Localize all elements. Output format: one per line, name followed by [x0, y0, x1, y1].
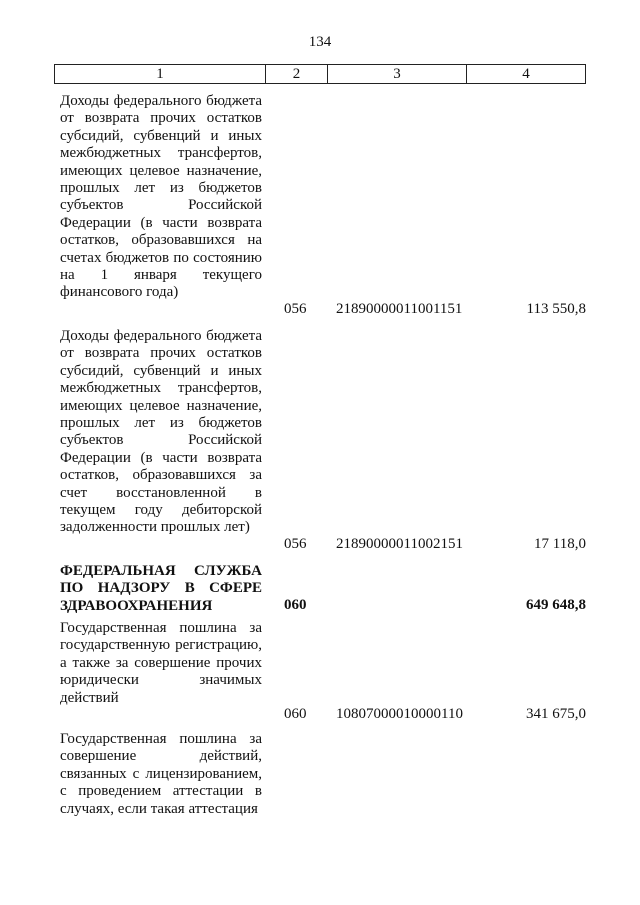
budget-classification-code: 21890000011001151	[336, 301, 463, 317]
amount-value: 113 550,8	[526, 301, 586, 317]
column-header-1: 1	[55, 65, 266, 83]
table-header-row	[54, 64, 586, 84]
admin-code: 060	[284, 597, 307, 613]
amount-value: 17 118,0	[534, 536, 586, 552]
budget-classification-code: 10807000010000110	[336, 706, 463, 722]
amount-value: 649 648,8	[526, 597, 586, 613]
revenue-item-name: Государственная пошлина за государственную регистрацию, а также за совершение прочих юридически значимых действий	[60, 620, 262, 706]
admin-code: 056	[284, 536, 307, 552]
amount-value: 341 675,0	[526, 706, 586, 722]
page-number: 134	[308, 34, 332, 50]
column-header-2: 2	[266, 65, 328, 83]
revenue-item-name: Доходы федерального бюджета от возврата прочих остатков субсидий, субвенций и иных межбюджетных трансфертов, имеющих целевое назначение, прошлых лет из бюджетов субъектов Российской Федерации (в части возврата остатков, образовавшихся за счет восстановленной в текущем году дебиторской задолженности прошлых лет)	[60, 328, 262, 536]
revenue-item-name: Доходы федерального бюджета от возврата прочих остатков субсидий, субвенций и иных межбюджетных трансфертов, имеющих целевое назначение, прошлых лет из бюджетов субъектов Российской Федерации (в части возврата остатков, образовавшихся на счетах бюджетов по состоянию на 1 января текущего финансового года)	[60, 93, 262, 301]
budget-classification-code: 21890000011002151	[336, 536, 463, 552]
agency-heading: ФЕДЕРАЛЬНАЯ СЛУЖБА ПО НАДЗОРУ В СФЕРЕ ЗДРАВООХРАНЕНИЯ	[60, 563, 262, 614]
column-header-3: 3	[328, 65, 467, 83]
admin-code: 056	[284, 301, 307, 317]
revenue-item-name: Государственная пошлина за совершение действий, связанных с лицензированием, с проведением аттестации в случаях, если такая аттестация	[60, 731, 262, 817]
admin-code: 060	[284, 706, 307, 722]
column-header-4: 4	[522, 66, 530, 82]
